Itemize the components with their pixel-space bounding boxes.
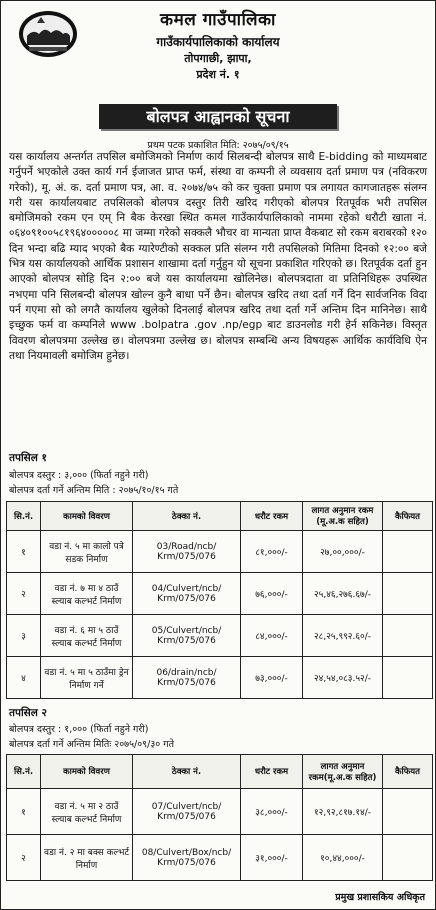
cell-deposit: ७३,०००/- — [241, 657, 303, 699]
schedule1-table — [6, 501, 433, 699]
schedule1-title: तपसिल १ — [9, 452, 48, 464]
table-row — [7, 573, 433, 615]
col-remarks-header: कैफियत — [383, 755, 433, 789]
cell-remarks — [383, 615, 433, 657]
col-sn-header: सि.नं. — [7, 502, 41, 531]
cell-sn: १ — [7, 789, 41, 835]
cell-estimate: २५,४६,२७६.६७/- — [303, 573, 383, 615]
table-row — [7, 789, 433, 835]
cell-description: वडा नं. ६ मा ५ ठाउँ स्ल्याब कल्भर्ट निर्माण — [41, 615, 133, 657]
col-estimate-header: लागत अनुमान रकम (मू.अ.क सहित) — [303, 502, 383, 531]
col-remarks-header: कैफियत — [383, 502, 433, 531]
cell-sn: १ — [7, 531, 41, 573]
cell-deposit: ३८,०००/- — [241, 789, 303, 835]
cell-estimate: २७,००,०००/- — [303, 531, 383, 573]
schedule1-deadline: बोलपत्र दर्ता गर्ने अन्तिम मिति : २०७५/१०/१५ गते — [9, 485, 179, 496]
signatory-title: प्रमुख प्रशासकिय अधिकृत — [335, 892, 425, 903]
col-estimate-header: लागत अनुमान रकम(मू.अ.क सहित) — [303, 755, 383, 789]
province-label: प्रदेश नं. १ — [196, 68, 240, 81]
cell-sn: ३ — [7, 615, 41, 657]
cell-deposit: ८४,०००/- — [241, 615, 303, 657]
col-deposit-header: धरौट रकम — [241, 755, 303, 789]
cell-remarks — [383, 657, 433, 699]
cell-remarks — [383, 789, 433, 835]
publication-date: प्रथम पटक प्रकाशित मिति: २०७५/०९/१५ — [147, 140, 289, 151]
cell-deposit: ३१,०००/- — [241, 835, 303, 881]
cell-contract-no: 06/drain/ncb/ Krm/075/076 — [133, 657, 241, 699]
office-location: तोपगाछी, झापा, — [184, 52, 252, 65]
col-sn-header: सि.नं. — [7, 755, 41, 789]
col-description-header: कामको विवरण — [41, 502, 133, 531]
table-header-row — [7, 502, 433, 531]
cell-estimate: १२,९२,८१७.१४/- — [303, 789, 383, 835]
col-contract-no-header: ठेक्का नं. — [133, 502, 241, 531]
col-deposit-header: धरौट रकम — [241, 502, 303, 531]
col-description-header: कामको विवरण — [41, 755, 133, 789]
cell-description: वडा नं. ५ मा ५ ठाउँमा ड्रेन निर्माण गर्ने — [41, 657, 133, 699]
schedule2-table — [6, 754, 433, 881]
cell-description: वडा नं. ५ मा २ ठाउँ स्ल्याब कल्भर्ट निर्माण — [41, 789, 133, 835]
notice-title-banner: बोलपत्र आह्वानको सूचना — [99, 104, 337, 129]
cell-remarks — [383, 835, 433, 881]
table-header-row — [7, 755, 433, 789]
cell-contract-no: 08/Culvert/Box/ncb/ Krm/075/076 — [133, 835, 241, 881]
cell-estimate: १०,४४,०००/- — [303, 835, 383, 881]
cell-deposit: ८१,०००/- — [241, 531, 303, 573]
table-row — [7, 615, 433, 657]
office-name: गाउँकार्यपालिकाको कार्यालय — [156, 35, 280, 49]
cell-description: वडा नं. ७ मा ४ ठाउँ स्ल्याब कल्भर्ट निर्माण — [41, 573, 133, 615]
schedule2-title: तपसिल २ — [9, 707, 48, 719]
schedule2-fee: बोलपत्र दस्तुर : १,००० (फिर्ता नहुने गरी) — [9, 724, 149, 735]
cell-description: वडा नं. २ मा बक्स कल्भर्ट निर्माण — [41, 835, 133, 881]
cell-description: वडा नं. ५ मा कालो पत्रे सडक निर्माण — [41, 531, 133, 573]
cell-sn: २ — [7, 573, 41, 615]
cell-deposit: ७६,०००/- — [241, 573, 303, 615]
col-contract-no-header: ठेक्का नं. — [133, 755, 241, 789]
municipality-name: कमल गाउँपालिका — [160, 10, 276, 30]
notice-body: यस कार्यालय अन्तर्गत तपसिल बमोजिमको निर्माण कार्य सिलबन्दी बोलपत्र साथै E-bidding को माध्यमबाट गर्नुपर्ने भएकोले उक्त कार्य गर्न ईजाजत प्राप्त फर्म, संस्था वा कम्पनी ले व्यवसाय दर्ता प्रमाण पत्र (नविकरण गरेको), मू. अं. क. दर्ता प्रमाण पत्र, आ. व. २०७४/७५ को कर चुक्ता प्रमाण पत्र लगायत कागजातहरू संलग्न गरी यस कार्यालयबाट तपसिलको बोलपत्र दस्तुर तिरी खरिद गरीएको बोलपत्र रितपूर्वक भरी तपसिल बमोजिमको रकम एन एम् नि बैक केरखा स्थित कमल गाउँकार्यपालिकाको नाममा रहेको धरौटी खाता नं. ०६४०९१००५८१९६४०००००८ मा जम्मा गरेको सक्कलै भौचर वा मान्यता प्राप्त वैकबाट सो रकम बराबरको १२० दिन भन्दा बढि म्याद भएको बैक ग्यारेण्टीको सक्कल प्रति संलग्न गरी तपसिलको मितिमा दिनको १२:०० बजे भित्र यस कार्यालयको आर्थिक प्रशासन शाखामा दर्ता गर्नुहुन यो सूचना प्रकाशित गरिएको छ। रितपूर्वक दर्ता हुन आएको बोलपत्र सोहि दिन २:०० बजे यस कार्यालयमा खोलिनेछ। बोलपत्रदाता वा प्रतिनिधिहरू उपस्थित नभएमा पनि सिलबन्दी बोलपत्र खोल्न कुनै बाधा पर्ने छैन। बोलपत्र खरिद तथा दर्ता गर्ने दिन सार्वजनिक विदा पर्न गएमा सो को लगतै कार्यालय खुलेको दिनलाई बोलपत्र खरिद तथा दर्ता गर्ने अन्तिम दिन मानिनेछ। साथै इच्छुक फर्म वा कम्पनिले www .bolpatra .gov .np/egp बाट डाउनलोड गरी हेर्न सकिनेछ। विस्तृत विवरण बोलपत्रमा उल्लेख छ। वोलपत्रमा उल्लेख छ। बोलपत्र सम्बन्धि अन्य विषयहरू आर्थिक कार्यविधि ऐन तथा नियमावली बमोजिम हुनेछ। — [9, 151, 427, 362]
table-row — [7, 531, 433, 573]
cell-remarks — [383, 531, 433, 573]
cell-estimate: २८,२५,९९२.६०/- — [303, 615, 383, 657]
cell-estimate: २४,५४,०८३.५२/- — [303, 657, 383, 699]
schedule1-fee: बोलपत्र दस्तुर : ३,००० (फिर्ता नहुने गरी) — [9, 470, 149, 481]
cell-contract-no: 03/Road/ncb/ Krm/075/076 — [133, 531, 241, 573]
schedule2-deadline: बोलपत्र दर्ता गर्ने अन्तिम मितिः २०७५/०९/३० गते — [9, 739, 174, 750]
cell-sn: २ — [7, 835, 41, 881]
cell-contract-no: 04/Culvert/ncb/ Krm/075/076 — [133, 573, 241, 615]
table-row — [7, 835, 433, 881]
table-row — [7, 657, 433, 699]
cell-remarks — [383, 573, 433, 615]
cell-contract-no: 05/Culvert/ncb/ Krm/075/076 — [133, 615, 241, 657]
cell-contract-no: 07/Culvert/ncb/ Krm/075/076 — [133, 789, 241, 835]
cell-sn: ४ — [7, 657, 41, 699]
